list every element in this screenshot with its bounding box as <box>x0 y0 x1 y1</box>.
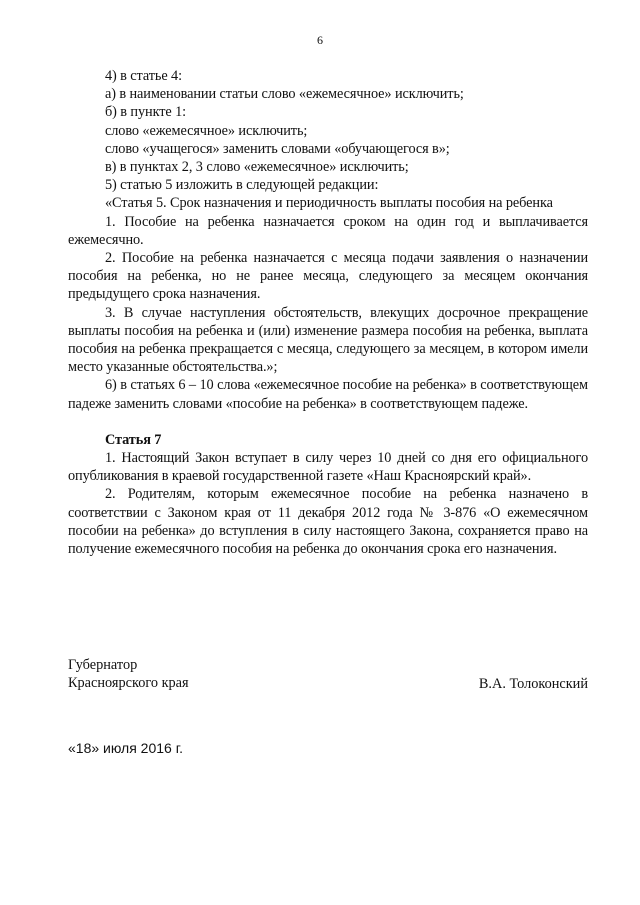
paragraph: слово «учащегося» заменить словами «обучающегося в»; <box>105 140 450 157</box>
spacer <box>68 413 588 431</box>
paragraph: 3. В случае наступления обстоятельств, влекущих досрочное прекращение выплаты пособия на ребенка и (или) изменение размера пособия на ребенка, выплата пособия на ребенка прекращается с месяца, следующего за месяцем, в котором имели место указанные обстоятельства.»; <box>68 304 588 376</box>
article-heading: Статья 7 <box>105 431 162 448</box>
paragraph: б) в пункте 1: <box>105 104 187 121</box>
document-body <box>68 67 588 558</box>
signatory-title-line: Красноярского края <box>68 675 189 692</box>
signatory-title-line: Губернатор <box>68 657 138 673</box>
paragraph: 1. Настоящий Закон вступает в силу через 10 дней со дня его официального опубликования в краевой государственной газете «Наш Красноярский край». <box>68 450 588 485</box>
paragraph: «Статья 5. Срок назначения и периодичность выплаты пособия на ребенка <box>105 195 553 212</box>
paragraph: 2. Пособие на ребенка назначается с месяца подачи заявления о назначении пособия на ребенка, но не ранее месяца, следующего за месяцем окончания предыдущего срока назначения. <box>68 250 588 303</box>
paragraph: а) в наименовании статьи слово «ежемесячное» исключить; <box>105 86 464 103</box>
paragraph: 2. Родителям, которым ежемесячное пособие на ребенка назначено в соответствии с Законом края от 11 декабря 2012 года № 3-876 «О ежемесячном пособии на ребенка» до вступления в силу настоящего Закона, сохраняется право на получение ежемесячного пособия на ребенка до окончания срока его назначения. <box>68 486 588 558</box>
signatory-title <box>68 656 189 692</box>
signature-block <box>68 656 588 692</box>
paragraph: 4) в статье 4: <box>105 68 182 84</box>
paragraph: 6) в статьях 6 – 10 слова «ежемесячное пособие на ребенка» в соответствующем падеже заменить словами «пособие на ребенка» в соответствующем падеже. <box>68 377 588 412</box>
paragraph: слово «ежемесячное» исключить; <box>105 122 308 139</box>
paragraph: 1. Пособие на ребенка назначается сроком на один год и выплачивается ежемесячно. <box>68 213 588 248</box>
signing-date: «18» июля 2016 г. <box>68 740 184 756</box>
signatory-name: В.А. Толоконский <box>478 676 588 692</box>
paragraph: в) в пунктах 2, 3 слово «ежемесячное» исключить; <box>105 159 409 176</box>
paragraph: 5) статью 5 изложить в следующей редакции: <box>105 177 379 194</box>
page-number: 6 <box>317 33 323 47</box>
